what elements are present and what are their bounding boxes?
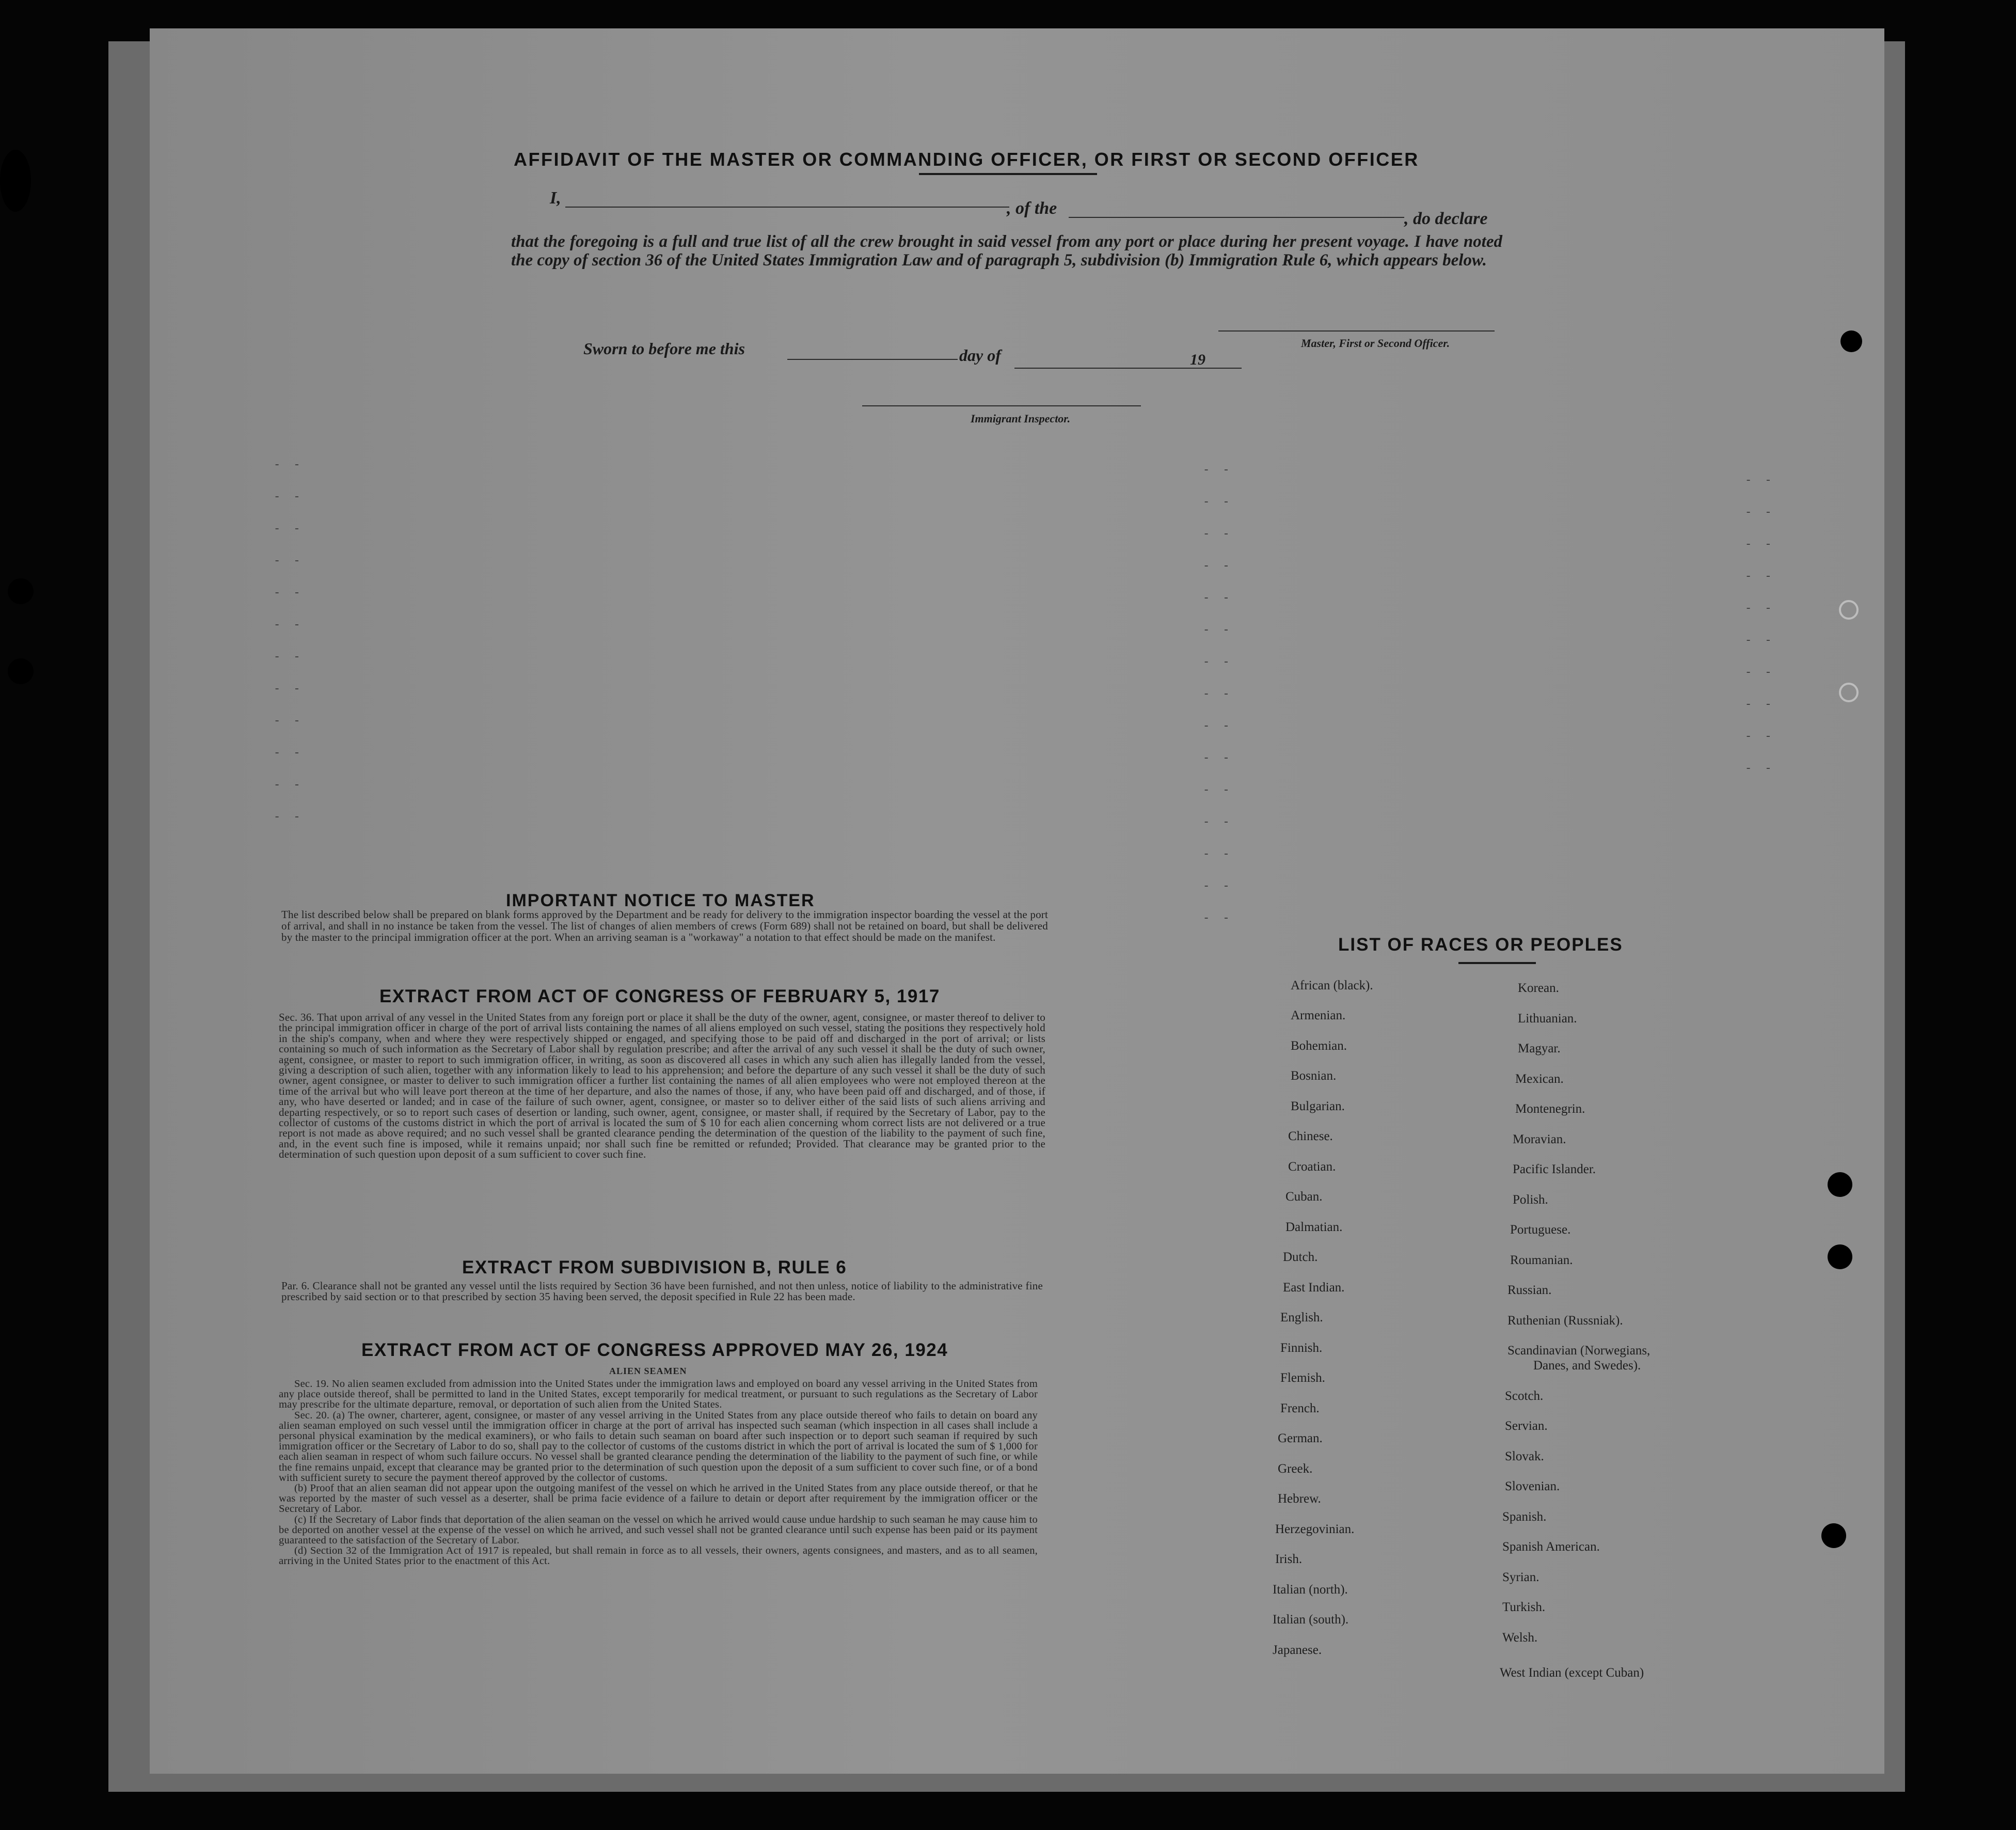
of-the-label: , of the xyxy=(1007,199,1057,218)
race-item: Roumanian. xyxy=(1510,1253,1573,1267)
binder-hole xyxy=(1821,1523,1846,1548)
races-title: LIST OF RACES OR PEOPLES xyxy=(1338,935,1623,955)
signature-label: Master, First or Second Officer. xyxy=(1301,337,1450,350)
extract-1924-body xyxy=(279,1379,1038,1567)
race-item: Welsh. xyxy=(1502,1631,1538,1645)
race-item: East Indian. xyxy=(1283,1281,1345,1295)
race-item: English. xyxy=(1280,1311,1323,1324)
race-item: Scandinavian (Norwegians, xyxy=(1507,1344,1650,1358)
binder-hole xyxy=(0,150,31,212)
extract-1924-paragraph: Sec. 20. (a) The owner, charterer, agent, consignee, or master of any vessel arriving in the United States from any place outside thereof who fails to detain on board any alien seaman employed on such vessel until the immigration officer in charge at the port of arrival has inspected such seaman (which inspection in all cases shall include a personal physical examination by the medical examiners), or who fails to detain such seaman on board after such inspection or to deport such seaman if required by such immigration officer or the Secretary of Labor to do so, shall pay to the collector of customs of the customs district in which the port of arrival is located the sum of $ 1,000 for each alien seaman in respect of whom such failure occurs. No vessel shall be granted clearance pending the determination of the liability to the payment of such fine, or while the fine remains unpaid, except that clearance may be granted prior to the determination of such question upon the deposit of a sum sufficient to cover such fine, or of a bond with sufficient surety to secure the payment thereof approved by the collector of customs. xyxy=(279,1409,1038,1484)
race-item: Portuguese. xyxy=(1510,1223,1571,1237)
race-item: Croatian. xyxy=(1288,1160,1336,1174)
race-item: Moravian. xyxy=(1513,1132,1566,1146)
race-item: Montenegrin. xyxy=(1515,1102,1585,1116)
extract-1917-body: Sec. 36. That upon arrival of any vessel in the United States from any foreign port or place it shall be the duty of the owner, agent, consignee, or master thereof to deliver to the principal immigration officer in charge of the port of arrival lists containing the names of all aliens employed on such vessel, stating the positions they respectively hold in the ship's company, when and where they were respectively shipped or engaged, and specifying those to be paid off and discharged in the port of arrival; or lists containing so much of such information as the Secretary of Labor shall by regulation prescribe; and after the arrival of any such vessel it shall be the duty of such owner, agent, consignee, or master to report to such immigration officer, in writing, as soon as discovered all cases in which any such alien has illegally landed from the vessel, giving a description of such alien, together with any information likely to lead to his apprehension; and before the departure of any such vessel it shall be the duty of such owner, agent consignee, or master to deliver to such immigration officer a further list containing the names of all alien employees who were not employed thereon at the time of the arrival but who will leave port thereon at the time of her departure, and also the names of those, if any, who have been paid off and discharged, and of those, if any, who have deserted or landed; and in case of the failure of such owner, agent, consignee, or master so to deliver either of the said lists of such aliens arriving and departing respectively, or so to report such cases of desertion or landing, such owner, agent, consignee, or master shall, if required by the Secretary of Labor, pay to the collector of customs of the customs district in which the port of arrival is located the sum of $ 10 for each alien concerning whom correct lists are not delivered or a true report is not made as above required; and no such vessel shall be granted clearance pending the determination of the question of the liability to the payment of such fine, and, in the event such fine is imposed, while it remains unpaid; nor shall such fine be remitted or refunded; Provided. That clearance may be granted prior to the determination of such question upon deposit of a sum sufficient to cover such fine. xyxy=(279,1011,1045,1161)
race-item: Italian (south). xyxy=(1273,1613,1349,1627)
race-item: Danes, and Swedes). xyxy=(1533,1359,1641,1372)
race-item: Greek. xyxy=(1278,1462,1313,1476)
binder-hole xyxy=(8,658,34,684)
race-item: Korean. xyxy=(1518,981,1559,995)
race-item: French. xyxy=(1280,1401,1320,1415)
title-rule xyxy=(919,173,1097,175)
races-title-rule xyxy=(1458,962,1536,964)
race-item: Irish. xyxy=(1275,1552,1303,1566)
race-item: Bohemian. xyxy=(1291,1039,1347,1053)
show-through-marks: - - - - - - - - - - - - - - - - - - - - - - - - - - - - - - xyxy=(1203,464,1233,925)
extract-1924-paragraph: (b) Proof that an alien seaman did not appear upon the outgoing manifest of the vessel on which he arrived in the United States from any place outside thereof, or that he was reported by the master of such vessel as a deserter, shall be prima facie evidence of a failure to detain or deport after requirement by the immigration officer or the Secretary of Labor. xyxy=(279,1482,1038,1515)
affidavit-title: AFFIDAVIT OF THE MASTER OR COMMANDING OFFICER, OR FIRST OR SECOND OFFICER xyxy=(514,149,1419,170)
race-item: Turkish. xyxy=(1502,1600,1546,1614)
race-item: Scotch. xyxy=(1505,1389,1544,1403)
race-item: Italian (north). xyxy=(1273,1583,1348,1597)
declare-label: , do declare xyxy=(1404,209,1488,228)
race-item: Syrian. xyxy=(1502,1570,1539,1584)
inspector-signature-field[interactable] xyxy=(862,405,1141,406)
race-item: Slovak. xyxy=(1505,1449,1544,1463)
extract-1924-paragraph: (c) If the Secretary of Labor finds that deportation of the alien seaman on the vessel on which he arrived would cause undue hardship to such seaman he may cause him to be deported on another vessel at the expense of the vessel on which he arrived, and such vessel shall not be granted clearance until such expense has been paid or its payment guaranteed to the satisfaction of the Secretary of Labor. xyxy=(279,1513,1038,1547)
race-item: Polish. xyxy=(1513,1193,1548,1207)
extract-rule6-body: Par. 6. Clearance shall not be granted any vessel until the lists required by Section 36 have been furnished, and not then unless, notice of liability to the administrative fine prescribed by said section or to that prescribed by section 35 having been served, the deposit specified in Rule 22 has been made. xyxy=(281,1280,1043,1303)
extract-1924-paragraph: Sec. 19. No alien seamen excluded from admission into the United States under the immigration laws and employed on board any vessel arriving in the United States from any place outside thereof, shall be permitted to land in the United States, except temporarily for medical treatment, or pursuant to such regulations as the Secretary of Labor may prescribe for the ultimate departure, removal, or deportation of such alien from the United States. xyxy=(279,1378,1038,1411)
sworn-label: Sworn to before me this xyxy=(583,339,745,358)
day-of-label: day of xyxy=(959,346,1001,365)
extract-1924-subtitle: ALIEN SEAMEN xyxy=(609,1366,687,1376)
race-item: Chinese. xyxy=(1288,1129,1333,1143)
race-item: Slovenian. xyxy=(1505,1479,1560,1493)
race-item: Spanish. xyxy=(1502,1510,1547,1524)
race-item: Lithuanian. xyxy=(1518,1012,1577,1026)
extract-rule6-title: EXTRACT FROM SUBDIVISION B, RULE 6 xyxy=(462,1257,847,1277)
show-through-marks: - - - - - - - - - - - - - - - - - - - - xyxy=(1745,474,1775,775)
declarant-label: I, xyxy=(550,188,561,208)
extract-1917-title: EXTRACT FROM ACT OF CONGRESS OF FEBRUARY 5, 1917 xyxy=(379,986,940,1006)
binder-hole xyxy=(1839,683,1859,702)
sworn-month-field[interactable] xyxy=(1014,368,1242,369)
show-through-marks: - - - - - - - - - - - - - - - - - - - - - - - - xyxy=(274,459,304,824)
race-item: Mexican. xyxy=(1515,1072,1564,1086)
race-item: Ruthenian (Russniak). xyxy=(1507,1314,1623,1328)
race-item: West Indian (except Cuban) xyxy=(1500,1666,1644,1680)
race-item: Magyar. xyxy=(1518,1042,1561,1055)
binder-hole xyxy=(1828,1172,1852,1197)
extract-1924-paragraph: (d) Section 32 of the Immigration Act of 1917 is repealed, but shall remain in force as to all vessels, their owners, agents consignees, and masters, and as to all seamen, arriving in the United States prior to the enactment of this Act. xyxy=(279,1545,1038,1567)
binder-hole xyxy=(8,578,34,604)
race-item: Herzegovinian. xyxy=(1275,1522,1355,1536)
binder-hole xyxy=(1828,1244,1852,1269)
race-item: Bulgarian. xyxy=(1291,1099,1345,1113)
race-item: Russian. xyxy=(1507,1283,1552,1297)
race-item: Japanese. xyxy=(1273,1643,1322,1657)
inspector-label: Immigrant Inspector. xyxy=(971,412,1071,425)
race-item: Finnish. xyxy=(1280,1341,1323,1355)
affidavit-statement: that the foregoing is a full and true list of all the crew brought in said vessel from any port or place during her present voyage. I have noted the copy of section 36 of the United States Immigration Law and of paragraph 5, subdivision (b) Immigration Rule 6, which appears below. xyxy=(511,232,1502,270)
notice-body: The list described below shall be prepared on blank forms approved by the Department and be ready for delivery to the immigration inspector boarding the vessel at the port of arrival, and shall in no instance be taken from the vessel. The list of changes of alien members of crews (Form 689) shall not be retained on board, but shall be delivered by the master to the principal immigration officer at the port. When an arriving seaman is a "workaway" a notation to that effect should be made on the manifest. xyxy=(281,908,1048,943)
binder-hole xyxy=(1839,600,1859,620)
race-item: Armenian. xyxy=(1291,1008,1346,1022)
extract-1924-title: EXTRACT FROM ACT OF CONGRESS APPROVED MAY 26, 1924 xyxy=(361,1340,948,1360)
race-item: Flemish. xyxy=(1280,1371,1325,1385)
vessel-name-field[interactable] xyxy=(1069,217,1404,218)
race-item: Cuban. xyxy=(1285,1190,1323,1204)
binder-hole xyxy=(1840,330,1862,352)
race-item: African (black). xyxy=(1291,979,1373,992)
sworn-day-field[interactable] xyxy=(787,359,958,360)
race-item: Hebrew. xyxy=(1278,1492,1321,1506)
race-item: Bosnian. xyxy=(1291,1069,1337,1083)
signature-field[interactable] xyxy=(1218,330,1495,332)
race-item: German. xyxy=(1278,1431,1323,1445)
notice-title: IMPORTANT NOTICE TO MASTER xyxy=(506,891,815,910)
race-item: Dutch. xyxy=(1283,1250,1318,1264)
race-item: Dalmatian. xyxy=(1285,1220,1343,1234)
race-item: Servian. xyxy=(1505,1419,1548,1433)
race-item: Pacific Islander. xyxy=(1513,1162,1596,1176)
declarant-name-field[interactable] xyxy=(565,207,1009,208)
race-item: Spanish American. xyxy=(1502,1540,1600,1554)
year-label: 19 xyxy=(1190,351,1205,368)
